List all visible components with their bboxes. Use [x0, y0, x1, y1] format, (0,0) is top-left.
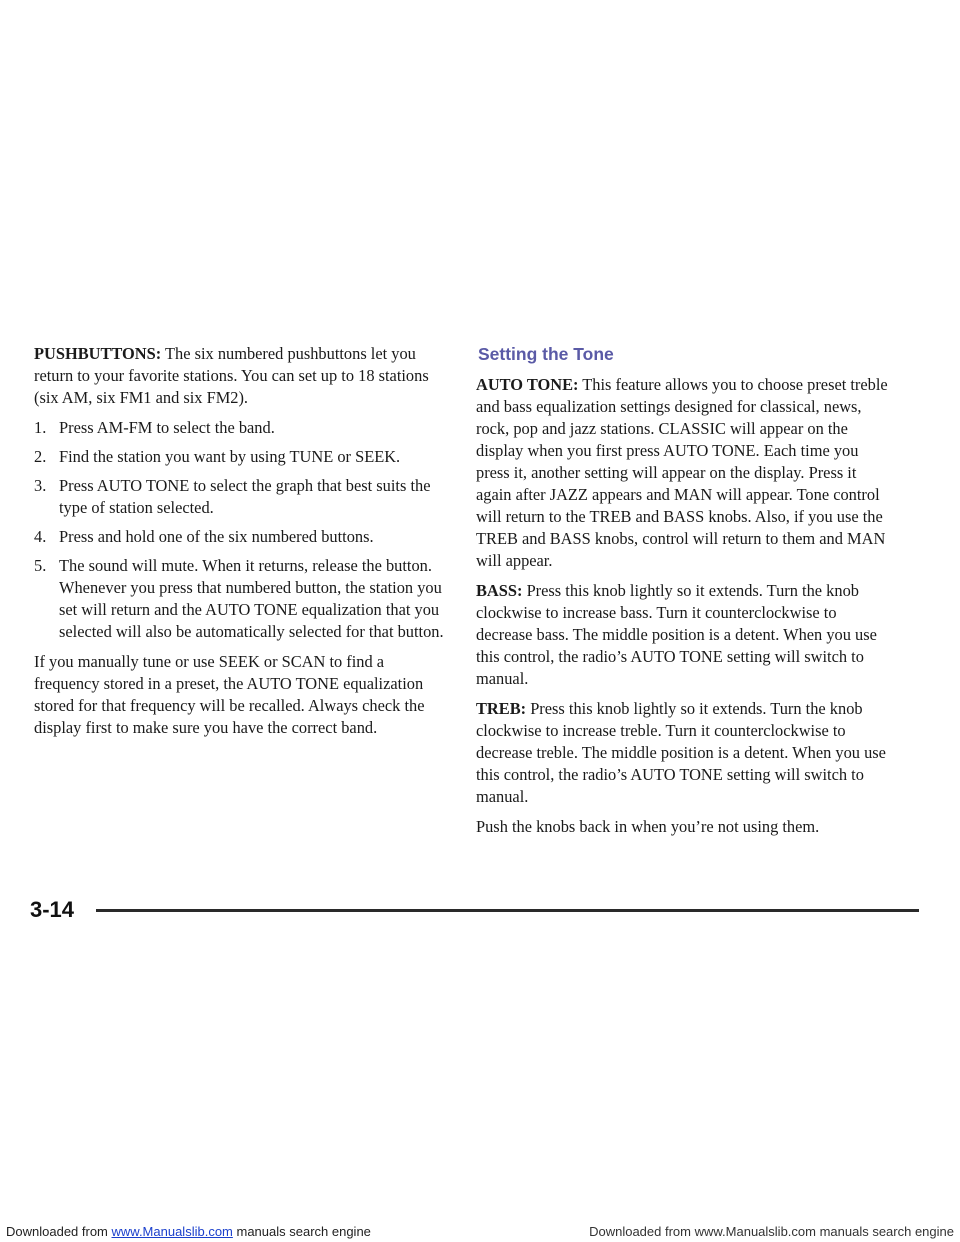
watermark-text: Downloaded from www.Manualslib.com manuals search engine: [589, 1224, 954, 1239]
download-bar: [0, 1222, 960, 1242]
list-item: [34, 417, 446, 439]
manualslib-link[interactable]: www.Manualslib.com: [111, 1224, 233, 1239]
auto-tone-paragraph: [476, 374, 894, 572]
download-prefix: Downloaded from: [6, 1224, 112, 1239]
bass-label: BASS:: [476, 581, 523, 600]
step-text: Press and hold one of the six numbered buttons.: [59, 527, 374, 546]
treb-text: Press this knob lightly so it extends. Turn the knob clockwise to increase treble. Turn it counterclockwise to decrease treble. The middle position is a detent. When you use this control, the radio’s AUTO TONE setting will switch to manual.: [476, 699, 886, 806]
pushbuttons-label: PUSHBUTTONS:: [34, 344, 162, 363]
list-item: [34, 446, 446, 468]
page-number: 3-14: [30, 897, 75, 922]
step-text: The sound will mute. When it returns, release the button. Whenever you press that numbered button, the station you set will return and the AUTO TONE equalization that you selected will also be automatically selected for that button.: [59, 556, 444, 641]
pushbuttons-text: The six numbered pushbuttons let you return to your favorite stations. You can set up to 18 stations (six AM, six FM1 and six FM2).: [34, 344, 429, 407]
recall-note-paragraph: If you manually tune or use SEEK or SCAN to find a frequency stored in a preset, the AUTO TONE equalization stored for that frequency will be recalled. Always check the display first to make sure you have the correct band.: [34, 652, 425, 737]
auto-tone-label: AUTO TONE:: [476, 375, 579, 394]
step-text: Find the station you want by using TUNE or SEEK.: [59, 447, 401, 466]
left-column: [34, 343, 446, 747]
treb-label: TREB:: [476, 699, 527, 718]
footer-rule: [96, 909, 919, 912]
step-number: 4.: [34, 527, 47, 546]
right-column: [476, 343, 894, 846]
bass-text: Press this knob lightly so it extends. Turn the knob clockwise to increase bass. Turn it counterclockwise to decrease bass. The middle position is a detent. When you use this control, the radio’s AUTO TONE setting will switch to manual.: [476, 581, 877, 688]
bass-paragraph: [476, 580, 894, 690]
step-number: 2.: [34, 447, 47, 466]
treb-paragraph: [476, 698, 894, 808]
preset-steps-list: [34, 417, 446, 643]
pushbuttons-paragraph: [34, 343, 446, 409]
step-number: 3.: [34, 476, 47, 495]
step-number: 1.: [34, 418, 47, 437]
list-item: [34, 526, 446, 548]
step-text: Press AUTO TONE to select the graph that best suits the type of station selected.: [59, 476, 431, 517]
knobs-note-paragraph: Push the knobs back in when you’re not using them.: [476, 817, 820, 836]
list-item: [34, 555, 446, 643]
step-text: Press AM-FM to select the band.: [59, 418, 275, 437]
section-heading: Setting the Tone: [478, 344, 614, 364]
auto-tone-text: This feature allows you to choose preset treble and bass equalization settings designed for classical, news, rock, pop and jazz stations. CLASSIC will appear on the display when you first press AUTO TONE. Each time you press it, another setting will appear on the display. Press it again after JAZZ appears and MAN will appear. Tone control will return to the TREB and BASS knobs. Also, if you use the TREB and BASS knobs, control will return to them and MAN will appear.: [476, 375, 888, 570]
download-source: [6, 1222, 371, 1242]
step-number: 5.: [34, 556, 47, 575]
download-suffix: manuals search engine: [232, 1224, 371, 1239]
page-footer: [30, 895, 890, 925]
list-item: [34, 475, 446, 519]
